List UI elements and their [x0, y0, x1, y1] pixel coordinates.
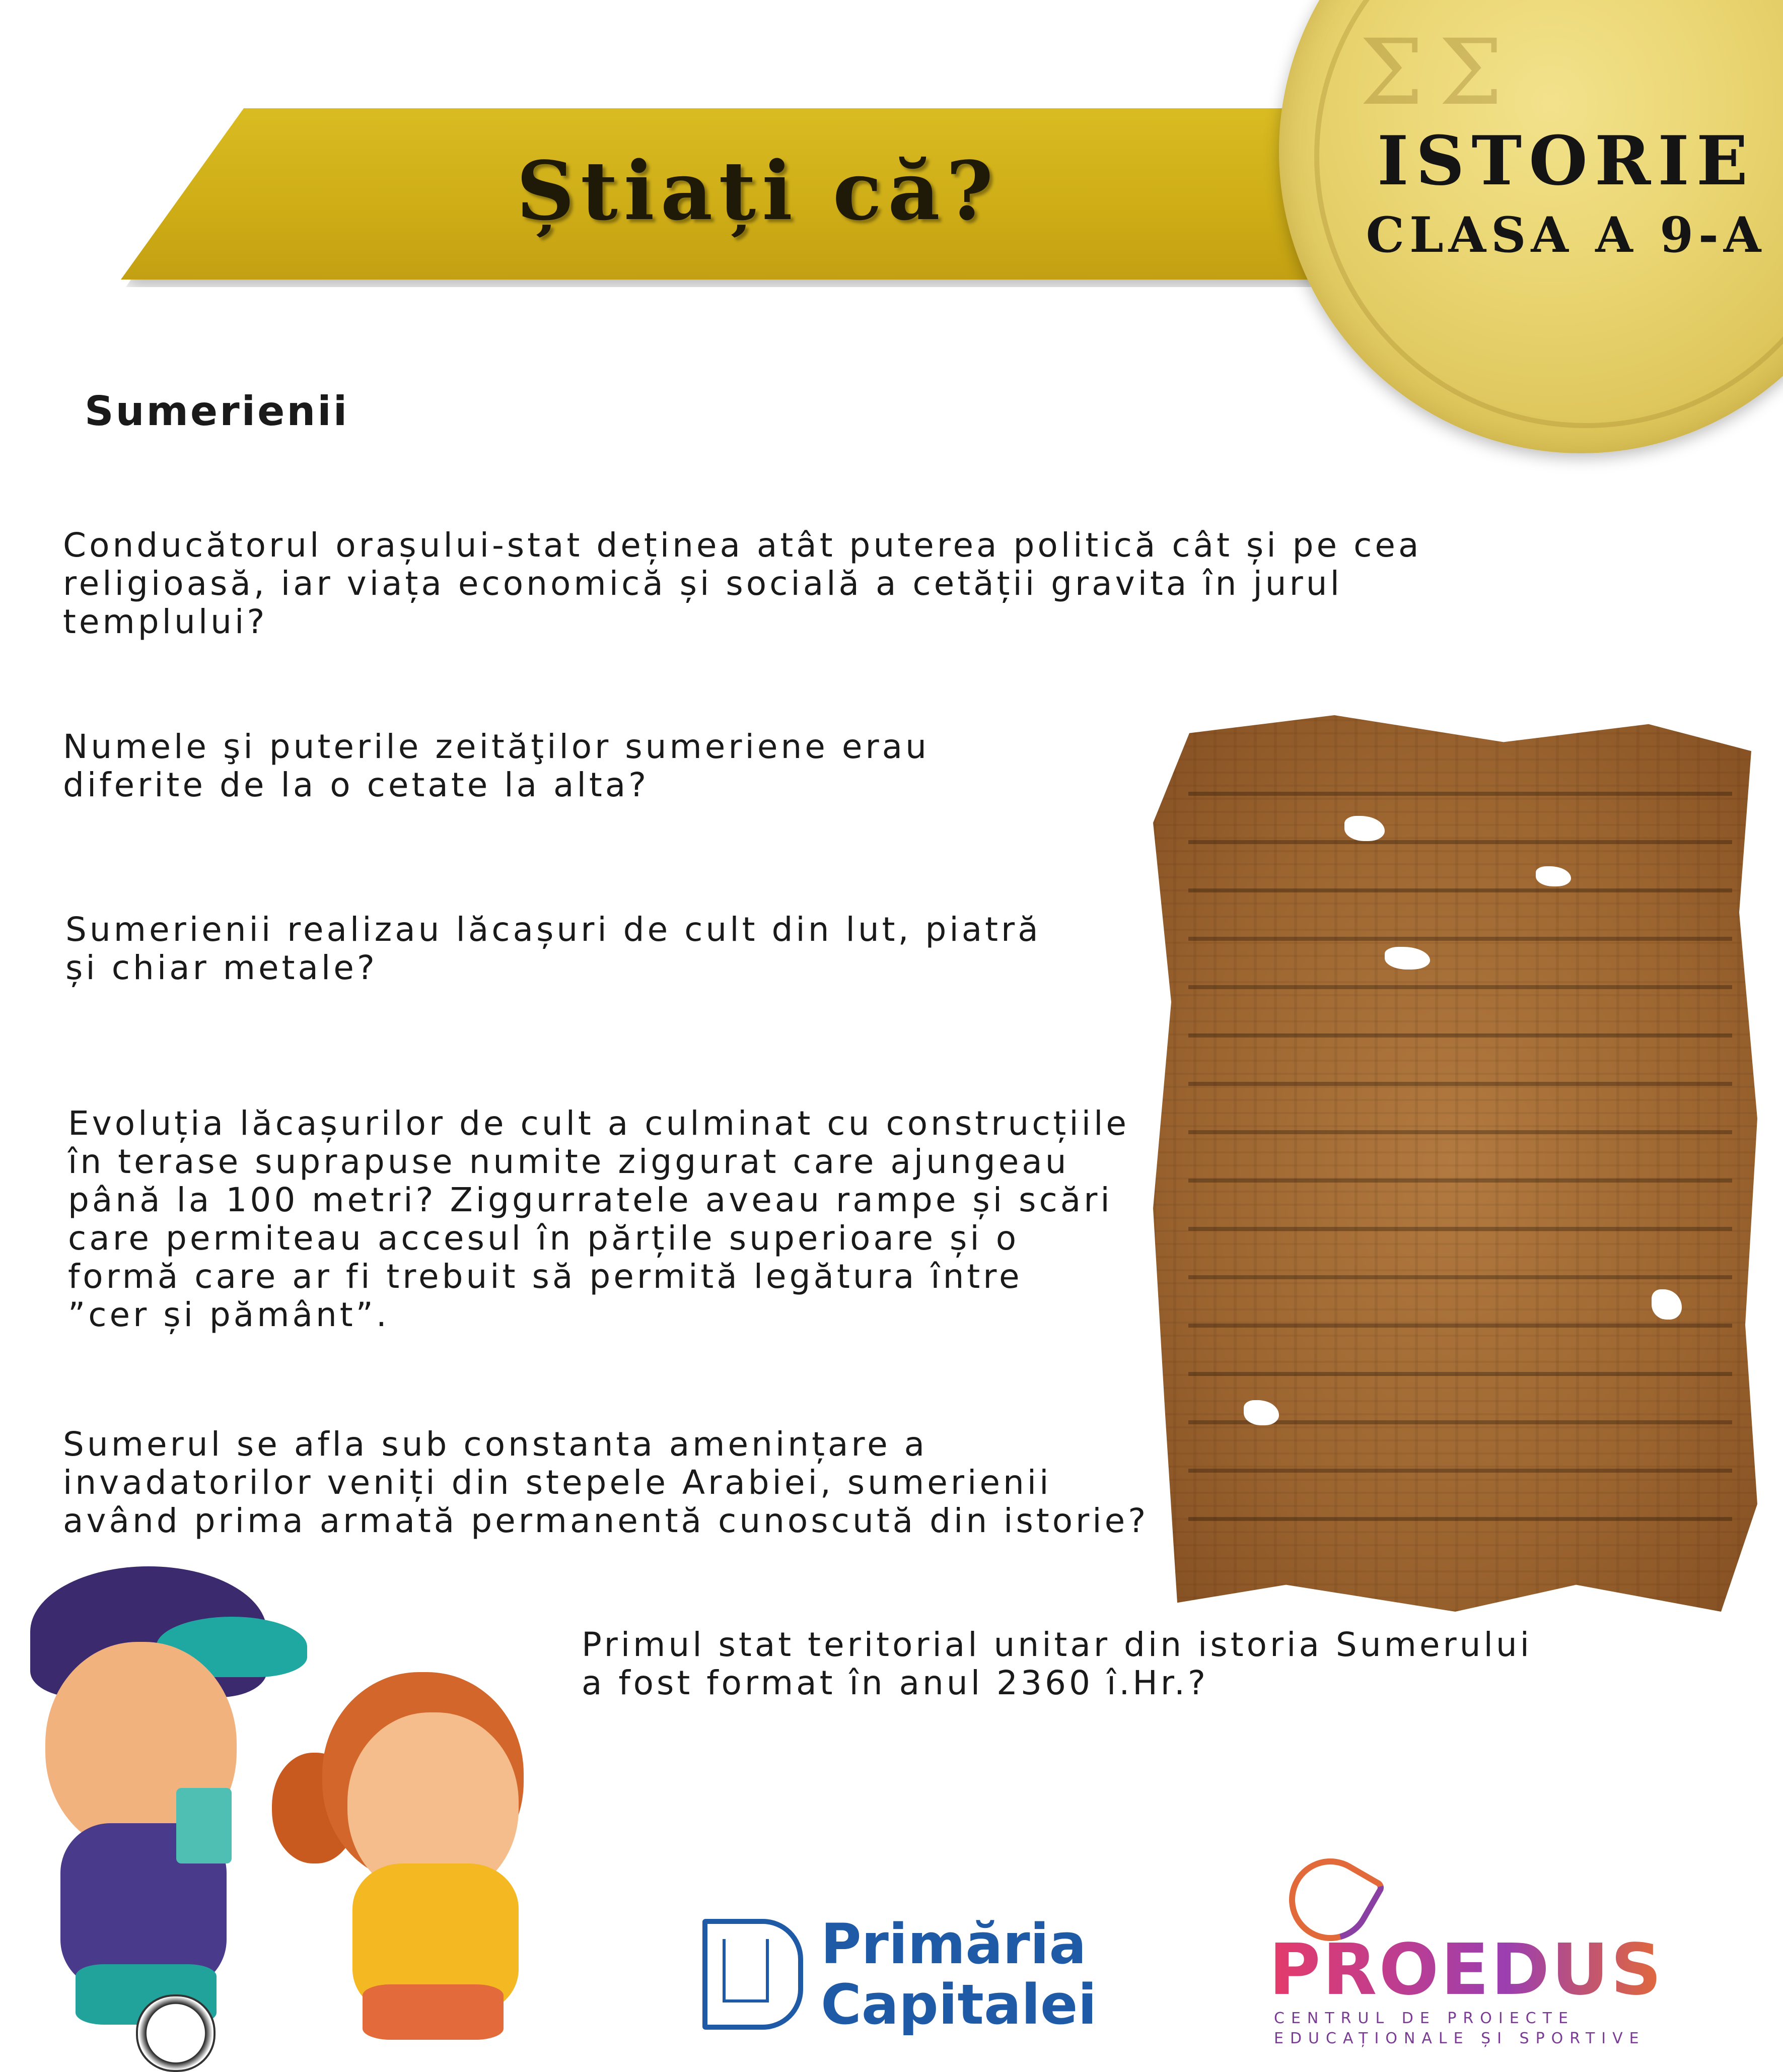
- fact-3: Sumerienii realizau lăcașuri de cult din lut, piatră și chiar metale?: [65, 910, 1041, 987]
- primaria-name-line1: Primăria: [821, 1912, 1087, 1976]
- fact-6: Primul stat teritorial unitar din istoria Sumerului a fost format în anul 2360 î.Hr.?: [582, 1625, 1533, 1702]
- book-icon: [176, 1788, 232, 1863]
- grade-label: CLASA A 9-A: [1366, 206, 1766, 263]
- subject-label: ISTORIE: [1377, 121, 1755, 200]
- section-title: Sumerienii: [85, 388, 349, 435]
- proedus-subtitle-line2: EDUCAȚIONALE ȘI SPORTIVE: [1274, 2030, 1646, 2047]
- primaria-name-line2: Capitalei: [821, 1972, 1097, 2037]
- proedus-name: PROEDUS: [1269, 1929, 1664, 2011]
- fact-5: Sumerul se afla sub constanta amenințare a invadatorilor veniți din stepele Arabiei, sumerienii având prima armată permanentă cunoscută din istorie?: [63, 1425, 1149, 1540]
- primaria-logo-icon: [702, 1919, 803, 2030]
- fact-4: Evoluția lăcașurilor de cult a culminat cu construcțiile în terase suprapuse numite ziggurat care ajungeau până la 100 metri? Ziggurratele aveau rampe și scări care permiteau accesul în părțile superioare și o formă care ar fi trebuit să permită legătura între ”cer și pământ”.: [68, 1104, 1130, 1334]
- page-title: Știați că?: [516, 144, 1000, 238]
- fact-1: Conducătorul orașului-stat deținea atât puterea politică cât și pe cea religioasă, iar viața economică și socială a cetății gravita în jurul templului?: [63, 526, 1422, 641]
- girl-skirt: [363, 1984, 504, 2040]
- papyrus-script-lines: [1188, 750, 1732, 1556]
- soccer-ball-icon: [136, 1994, 216, 2072]
- proedus-subtitle-line1: CENTRUL DE PROIECTE: [1274, 2010, 1575, 2027]
- coin-engraving-icon: ΣΣ: [1360, 20, 1518, 125]
- fact-2: Numele şi puterile zeităţilor sumeriene erau diferite de la o cetate la alta?: [63, 727, 930, 804]
